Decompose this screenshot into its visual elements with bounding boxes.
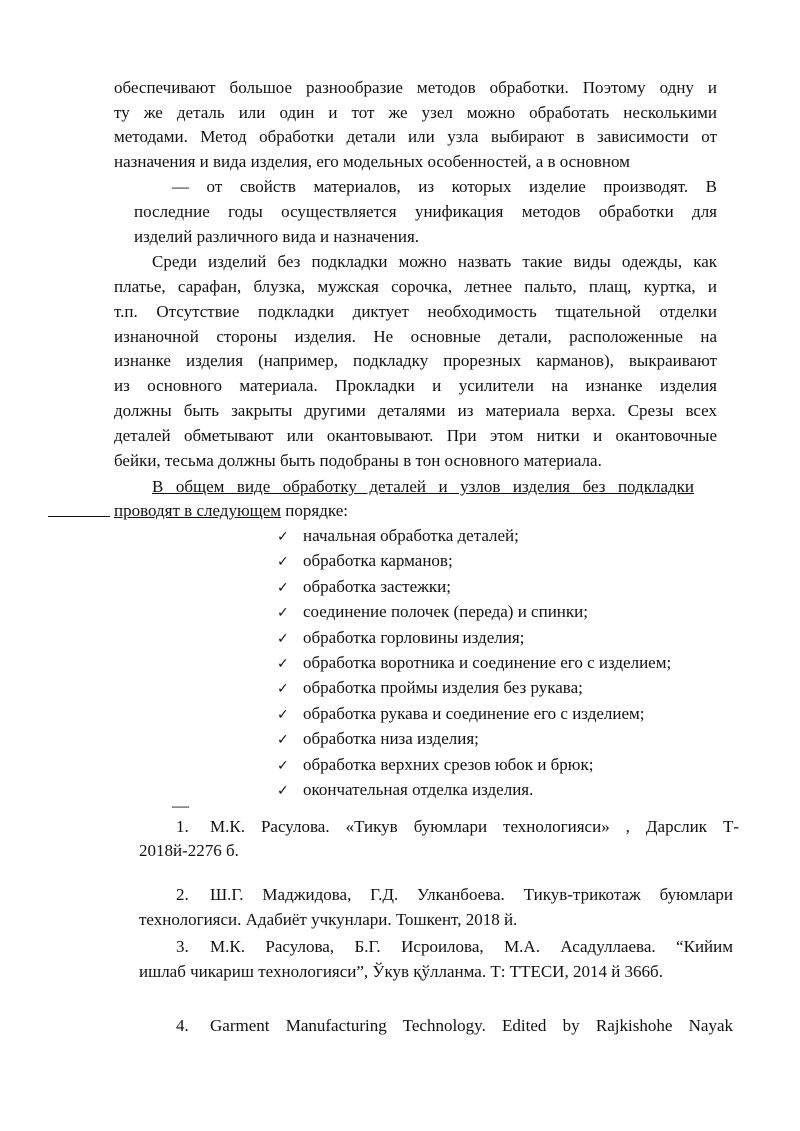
- text-line: платье, сарафан, блузка, мужская сорочка, летнее пальто, плащ, куртка, и: [114, 277, 717, 296]
- text-line: — от свойств материалов, из которых изделие производят. В: [172, 177, 717, 196]
- text-line: изделий различного вида и назначения.: [134, 227, 420, 246]
- text-line: методами. Метод обработки детали или узла выбирают в зависимости от: [114, 127, 717, 146]
- reference-number: 2.: [176, 885, 189, 904]
- left-margin-rule: [48, 516, 110, 517]
- checkmark-icon: ✓: [277, 757, 289, 774]
- checkmark-icon: ✓: [277, 783, 289, 800]
- text-line: ту же деталь или один и тот же узел можно обработать несколькими: [114, 103, 717, 122]
- checklist-item: [277, 727, 671, 752]
- checklist-item: [277, 702, 671, 727]
- reference-number: 1.: [176, 817, 189, 836]
- text-span: порядке:: [281, 501, 348, 520]
- checkmark-icon: ✓: [277, 605, 289, 622]
- checklist-item-text: обработка проймы изделия без рукава;: [303, 678, 583, 698]
- text-line: изнаночной стороны изделия. Не основные детали, расположенные на: [114, 327, 717, 346]
- checklist: [277, 524, 671, 803]
- checklist-item-text: обработка карманов;: [303, 551, 453, 571]
- checklist-item: [277, 626, 671, 651]
- checklist-item-text: соединение полочек (переда) и спинки;: [303, 602, 588, 622]
- checklist-item-text: обработка застежки;: [303, 576, 451, 596]
- checkmark-icon: ✓: [277, 529, 289, 545]
- checkmark-icon: ✓: [277, 732, 289, 749]
- text-line: назначения и вида изделия, его модельных особенностей, а в основном: [114, 152, 630, 171]
- checklist-item: [277, 549, 671, 574]
- checklist-item: [277, 651, 671, 676]
- checklist-item: [277, 600, 671, 625]
- text-line: [114, 500, 348, 522]
- reference-line: Ш.Г. Маджидова, Г.Д. Улканбоева. Тикув-трикотаж буюмлари: [210, 885, 733, 904]
- checklist-item-text: обработка горловины изделия;: [303, 627, 525, 647]
- checkmark-icon: ✓: [277, 554, 289, 571]
- text-line: т.п. Отсутствие подкладки диктует необходимость тщательной отделки: [114, 302, 717, 321]
- checkmark-icon: ✓: [277, 706, 289, 723]
- text-line: должны быть закрыты другими деталями из материала верха. Срезы всех: [114, 401, 717, 420]
- checklist-item-text: начальная обработка деталей;: [303, 526, 519, 545]
- reference-line: 2018й-2276 б.: [139, 841, 239, 860]
- checkmark-icon: ✓: [277, 656, 289, 673]
- reference-line: технологияси. Адабиёт учкунлари. Тошкент, 2018 й.: [139, 910, 518, 929]
- checklist-item: [277, 676, 671, 701]
- text-line: бейки, тесьма должны быть подобраны в тон основного материала.: [114, 451, 602, 470]
- reference-line: М.К. Расулова. «Тикув буюмлари технологияси» , Дарслик Т-: [210, 817, 739, 836]
- checklist-item-text: обработка воротника и соединение его с изделием;: [303, 653, 672, 673]
- separator-dash: —: [172, 796, 189, 815]
- reference-number: 3.: [176, 937, 189, 956]
- reference-number: 4.: [176, 1016, 189, 1035]
- text-line: обеспечивают большое разнообразие методов обработки. Поэтому одну и: [114, 78, 717, 97]
- checklist-item: [277, 575, 671, 600]
- checklist-item-text: окончательная отделка изделия.: [303, 780, 534, 800]
- checklist-item: [277, 753, 671, 778]
- checklist-item: [277, 778, 671, 803]
- reference-line: Garment Manufacturing Technology. Edited by Rajkishohe Nayak: [210, 1016, 733, 1035]
- checklist-item-text: обработка рукава и соединение его с изделием;: [303, 703, 645, 723]
- checklist-item-text: обработка низа изделия;: [303, 729, 479, 749]
- text-line: последние годы осуществляется унификация методов обработки для: [134, 202, 717, 221]
- reference-line: ишлаб чикариш технологияси”, Ўкув қўлланма. Т: ТТЕСИ, 2014 й 366б.: [139, 962, 663, 981]
- underlined-text-line: В общем виде обработку деталей и узлов изделия без подкладки: [152, 477, 694, 496]
- checkmark-icon: ✓: [277, 579, 289, 596]
- checklist-item-text: обработка верхних срезов юбок и брюк;: [303, 754, 594, 774]
- text-line: Среди изделий без подкладки можно назвать такие виды одежды, как: [152, 252, 717, 271]
- checkmark-icon: ✓: [277, 681, 289, 698]
- text-line: деталей обметывают или окантовывают. При этом нитки и окантовочные: [114, 426, 717, 445]
- text-line: изнанке изделия (например, подкладку прорезных карманов), выкраивают: [114, 351, 717, 370]
- checkmark-icon: ✓: [277, 630, 289, 647]
- underlined-text: проводят в следующем: [114, 501, 282, 520]
- checklist-item: [277, 524, 671, 549]
- text-line: из основного материала. Прокладки и усилители на изнанке изделия: [114, 376, 717, 395]
- reference-line: М.К. Расулова, Б.Г. Исроилова, М.А. Асадуллаева. “Кийим: [210, 937, 733, 956]
